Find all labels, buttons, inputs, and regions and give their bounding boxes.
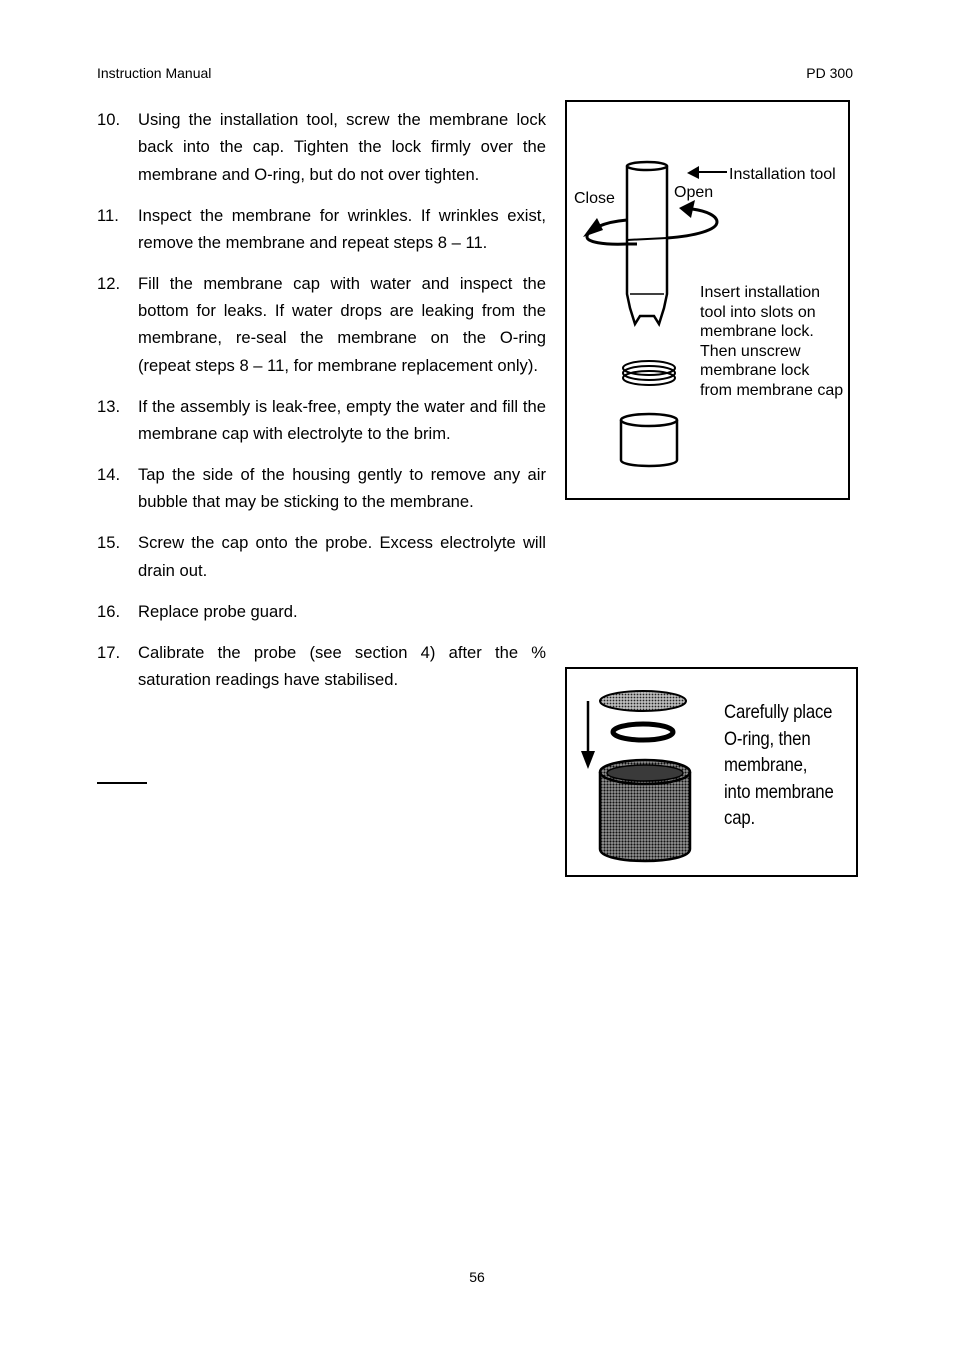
- step-11: [97, 202, 546, 257]
- installation-tool-pointer-icon: [687, 166, 727, 179]
- step-text: Calibrate the probe (see section 4) after the % saturation readings have stabilised.: [138, 642, 546, 689]
- open-rotation-arrow-icon: [627, 209, 717, 240]
- step-number: 17.: [97, 642, 121, 662]
- step-text: Tap the side of the housing gently to remove any air bubble that may be sticking to the membrane.: [138, 465, 546, 512]
- membrane-placement-figure: [565, 667, 858, 877]
- step-14: [97, 461, 546, 516]
- step-10: [97, 106, 546, 188]
- membrane-icon: [600, 691, 686, 711]
- step-number: 14.: [97, 465, 121, 485]
- step-number: 11.: [97, 205, 119, 225]
- installation-tool-label: Installation tool: [729, 166, 836, 183]
- open-label: Open: [674, 184, 714, 201]
- header-model: PD 300: [806, 65, 853, 81]
- step-number: 12.: [97, 273, 121, 293]
- membrane-placement-caption: Carefully place O-ring, then membrane, into membrane cap.: [724, 701, 834, 830]
- down-arrow-icon: [581, 701, 595, 769]
- membrane-lock-icon: [623, 361, 675, 385]
- step-text: Screw the cap onto the probe. Excess electrolyte will drain out.: [138, 533, 546, 580]
- step-text: Inspect the membrane for wrinkles. If wrinkles exist, remove the membrane and repeat steps 8 – 11.: [138, 205, 546, 252]
- step-text: Using the installation tool, screw the membrane lock back into the cap. Tighten the lock firmly over the membrane and O-ring, but do not over tighten.: [138, 110, 546, 184]
- step-number: 10.: [97, 110, 121, 129]
- membrane-cap-icon: [600, 760, 690, 861]
- o-ring-icon: [613, 724, 673, 740]
- installation-note: Insert installation tool into slots on membrane lock. Then unscrew membrane lock from membrane cap: [700, 284, 844, 399]
- step-number: 13.: [97, 396, 121, 416]
- open-arrowhead-icon: [679, 200, 695, 218]
- step-text: If the assembly is leak-free, empty the water and fill the membrane cap with electrolyte to the brim.: [138, 396, 546, 444]
- header-title: Instruction Manual: [97, 65, 212, 81]
- instruction-steps: [97, 106, 546, 707]
- page-number: 56: [469, 1269, 485, 1285]
- step-number: 16.: [97, 601, 121, 621]
- membrane-cap-icon: [621, 414, 677, 466]
- step-text: Replace probe guard.: [138, 601, 298, 621]
- installation-tool-figure: [565, 100, 850, 500]
- footnote-rule: [97, 782, 147, 784]
- step-number: 15.: [97, 533, 121, 553]
- step-12: [97, 270, 546, 379]
- step-text: Fill the membrane cap with water and inspect the bottom for leaks. If water drops are leaking from the membrane, re-seal the membrane on the O-ring (repeat steps 8 – 11, for membrane replacement only).: [138, 273, 546, 375]
- step-13: [97, 393, 546, 448]
- step-17: [97, 639, 546, 694]
- step-15: [97, 529, 546, 584]
- close-label: Close: [574, 190, 615, 207]
- step-16: [97, 598, 546, 625]
- close-arrowhead-icon: [583, 218, 603, 237]
